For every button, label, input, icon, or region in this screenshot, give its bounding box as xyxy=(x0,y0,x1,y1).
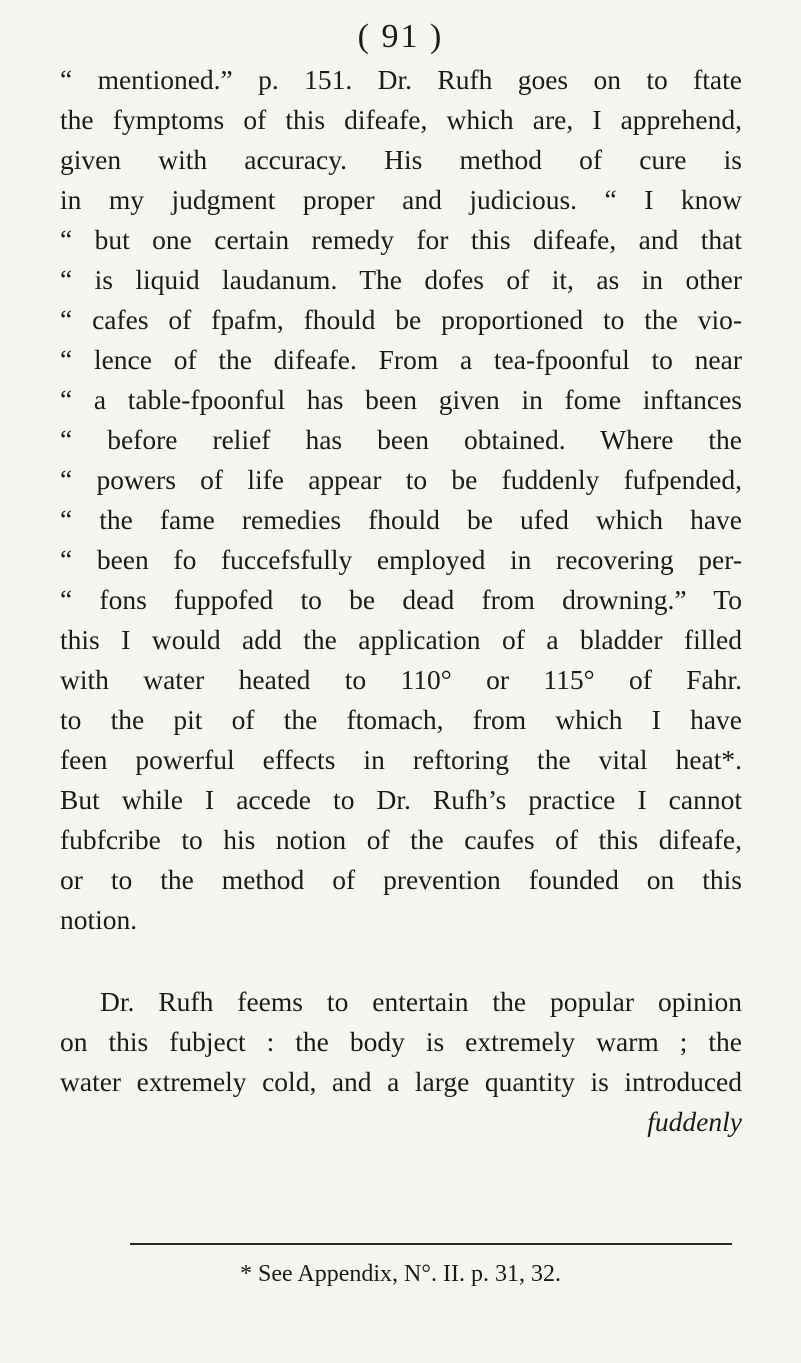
text-line: “ fons fuppofed to be dead from drowning.” To xyxy=(60,584,742,615)
text-line: to the pit of the ftomach, from which I have xyxy=(60,704,742,735)
text-line: “ mentioned.” p. 151. Dr. Rufh goes on to ftate xyxy=(60,64,742,95)
text-line: with water heated to 110° or 115° of Fahr. xyxy=(60,664,742,695)
text-line: water extremely cold, and a large quantity is introduced xyxy=(60,1066,742,1097)
text-line: But while I accede to Dr. Rufh’s practice I cannot xyxy=(60,784,742,815)
text-line: “ powers of life appear to be fuddenly fufpended, xyxy=(60,464,742,495)
catchword: fuddenly xyxy=(647,1106,742,1137)
text-line: “ cafes of fpafm, fhould be proportioned to the vio- xyxy=(60,304,742,335)
text-line: Dr. Rufh feems to entertain the popular opinion xyxy=(100,986,742,1017)
text-line: “ is liquid laudanum. The dofes of it, as in other xyxy=(60,264,742,295)
page-number: ( 91 ) xyxy=(357,18,444,55)
text-line: in my judgment proper and judicious. “ I know xyxy=(60,184,742,215)
footnote-rule xyxy=(130,1243,732,1245)
text-line: the fymptoms of this difeafe, which are, I apprehend, xyxy=(60,104,742,135)
text-line: “ before relief has been obtained. Where the xyxy=(60,424,742,455)
text-line: on this fubject : the body is extremely warm ; the xyxy=(60,1026,742,1057)
text-line: or to the method of prevention founded on this xyxy=(60,864,742,895)
text-line: “ the fame remedies fhould be ufed which have xyxy=(60,504,742,535)
text-line: this I would add the application of a bladder filled xyxy=(60,624,742,655)
text-line: “ lence of the difeafe. From a tea-fpoonful to near xyxy=(60,344,742,375)
text-line: fubfcribe to his notion of the caufes of this difeafe, xyxy=(60,824,742,855)
text-line: given with accuracy. His method of cure is xyxy=(60,144,742,175)
footnote: * See Appendix, N°. II. p. 31, 32. xyxy=(240,1261,561,1287)
text-line: “ a table-fpoonful has been given in fome inftances xyxy=(60,384,742,415)
text-line: notion. xyxy=(60,904,138,935)
text-line: “ but one certain remedy for this difeafe, and that xyxy=(60,224,742,255)
text-line: “ been fo fuccefsfully employed in recovering per- xyxy=(60,544,742,575)
text-line: feen powerful effects in reftoring the vital heat*. xyxy=(60,744,742,775)
